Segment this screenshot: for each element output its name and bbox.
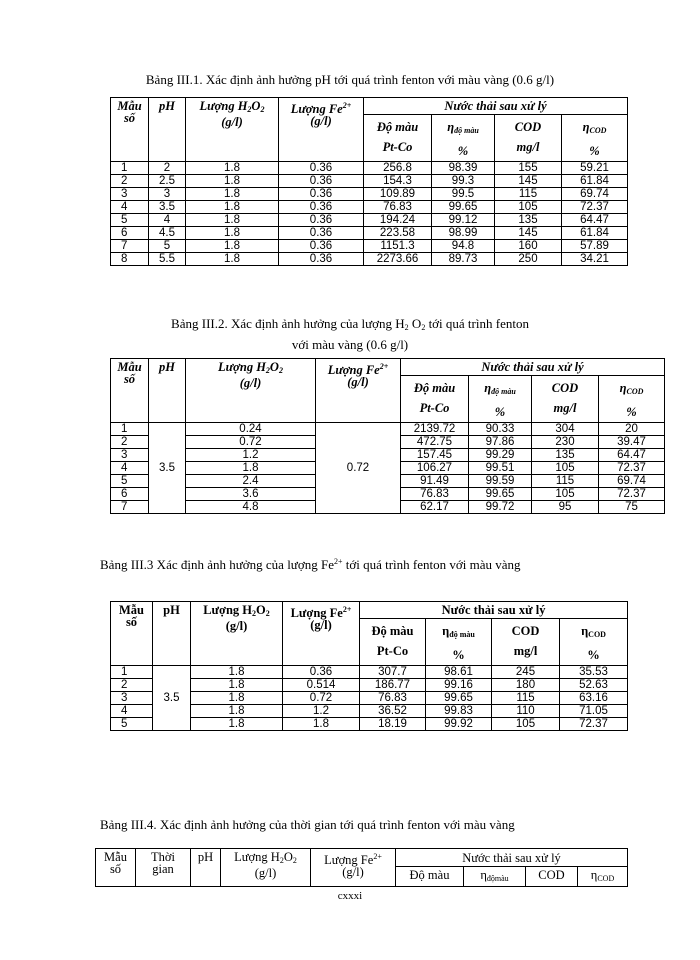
table-cell: 4.5 [149,227,186,240]
t4-header-sample: Mẫu số [96,849,136,887]
table-cell: 1.8 [186,162,279,175]
table-cell: 0.36 [279,201,364,214]
table-cell: 1.8 [186,214,279,227]
header-ph: pH [149,98,186,162]
t3-header-h2o2: Lượng $H_2O_2$ (g/l) [191,602,283,666]
table-cell: 115 [492,692,560,705]
table-cell: 472.75 [401,436,469,449]
table-cell: 64.47 [562,214,628,227]
table-cell: 99.29 [469,449,532,462]
header-color: Độ màu Pt-Co [364,115,432,162]
table-cell: 0.72 [283,692,360,705]
t2-header-wastewater: Nước thải sau xử lý [401,359,665,376]
table-cell: 99.83 [426,705,492,718]
table-cell: 135 [532,449,599,462]
table-row [111,201,628,214]
table-cell: 5 [149,240,186,253]
table-cell: 2.4 [186,475,316,488]
table-cell: 155 [495,162,562,175]
table-cell: 99.51 [469,462,532,475]
table-cell: 3 [111,188,149,201]
table-cell: 61.84 [562,175,628,188]
table-cell: 99.12 [432,214,495,227]
t4-header-ph: pH [191,849,221,887]
table-cell: 304 [532,423,599,436]
table-cell: 5 [111,718,153,731]
table-cell: 105 [532,462,599,475]
t4-header-color: Độ màu [396,867,464,887]
table-cell: 62.17 [401,501,469,514]
table-cell: 2273.66 [364,253,432,266]
table-cell: 94.8 [432,240,495,253]
t2-header-h2o2: Lượng $H_2O_2$ (g/l) [186,359,316,423]
table-cell: 95 [532,501,599,514]
table-cell: 34.21 [562,253,628,266]
table-cell: 0.36 [279,162,364,175]
table-cell: 1 [111,423,149,436]
table4-time-effect [95,848,628,887]
table-cell: 4 [111,705,153,718]
table-cell: 160 [495,240,562,253]
table-cell: 1.8 [191,666,283,679]
table-cell: 0.72 [186,436,316,449]
t2-header-color: Độ màu Pt-Co [401,376,469,423]
table-cell: 39.47 [599,436,665,449]
table-cell: 99.65 [469,488,532,501]
table-cell: 61.84 [562,227,628,240]
table-cell: 76.83 [364,201,432,214]
t4-header-wastewater: Nước thải sau xử lý [396,849,628,867]
table3-caption: Bảng III.3 Xác định ảnh hưởng của lượng $Fe^{2+}$ tới quá trình fenton với màu vàng [100,557,521,572]
table-cell: 2 [111,436,149,449]
table-cell: 0.36 [283,666,360,679]
table-cell: 99.92 [426,718,492,731]
table-cell: 1.2 [186,449,316,462]
t2-header-eta-cod: $\eta_{COD}$ % [599,376,665,423]
table-row [111,214,628,227]
table3-fe-effect [110,601,628,731]
table-cell: 0.36 [279,214,364,227]
t2-header-cod: COD mg/l [532,376,599,423]
t4-header-eta-cod: $\eta_{COD}$ [578,867,628,887]
table-cell: 6 [111,488,149,501]
t4-header-eta-color: $\eta_{độmàu}$ [464,867,526,887]
page-number: cxxxi [337,890,363,902]
table-cell: 5 [111,214,149,227]
t2-header-eta-color: $\eta_{độ màu}$ % [469,376,532,423]
table-cell: 2139.72 [401,423,469,436]
table-cell: 3.5 [149,423,186,514]
table-cell: 223.58 [364,227,432,240]
table2-h2o2-effect [110,358,665,514]
table-row [111,175,628,188]
t3-header-fe: Lượng $Fe^{2+}$ (g/l) [283,602,360,666]
table-cell: 63.16 [560,692,628,705]
table-cell: 90.33 [469,423,532,436]
table-cell: 1.8 [191,679,283,692]
t2-header-ph: pH [149,359,186,423]
table-cell: 3 [111,449,149,462]
table-row [111,227,628,240]
table-cell: 4.8 [186,501,316,514]
table-cell: 0.36 [279,175,364,188]
table-cell: 4 [111,462,149,475]
table-cell: 99.5 [432,188,495,201]
table-cell: 1.8 [186,253,279,266]
table-cell: 91.49 [401,475,469,488]
table2-caption: Bảng III.2. Xác định ảnh hưởng của lượng $H_2$ $O_2$ tới quá trình fenton [171,316,529,332]
table-cell: 1.8 [191,705,283,718]
table-cell: 256.8 [364,162,432,175]
table-cell: 2 [111,679,153,692]
table-cell: 7 [111,501,149,514]
table-cell: 99.59 [469,475,532,488]
table-cell: 0.36 [279,253,364,266]
table-cell: 98.99 [432,227,495,240]
table-cell: 3.5 [149,201,186,214]
table-cell: 35.53 [560,666,628,679]
table-cell: 0.36 [279,240,364,253]
table-cell: 1.8 [186,175,279,188]
table2-caption-line2: với màu vàng (0.6 g/l) [291,337,409,352]
t3-header-color: Độ màu Pt-Co [360,619,426,666]
table-cell: 250 [495,253,562,266]
table-cell: 75 [599,501,665,514]
table-cell: 72.37 [599,488,665,501]
t3-header-cod: COD mg/l [492,619,560,666]
table-cell: 1.8 [186,188,279,201]
table-cell: 76.83 [360,692,426,705]
table-cell: 4 [111,201,149,214]
table-cell: 72.37 [562,201,628,214]
table-cell: 98.39 [432,162,495,175]
table-cell: 36.52 [360,705,426,718]
table-cell: 59.21 [562,162,628,175]
table-cell: 69.74 [599,475,665,488]
table3-body [111,666,628,731]
table-cell: 106.27 [401,462,469,475]
table-cell: 1.8 [191,718,283,731]
table-cell: 57.89 [562,240,628,253]
table-cell: 99.65 [426,692,492,705]
table-cell: 99.65 [432,201,495,214]
table-cell: 8 [111,253,149,266]
table-cell: 76.83 [401,488,469,501]
table-cell: 52.63 [560,679,628,692]
table-cell: 186.77 [360,679,426,692]
table-cell: 18.19 [360,718,426,731]
table-cell: 245 [492,666,560,679]
table-cell: 180 [492,679,560,692]
table-cell: 69.74 [562,188,628,201]
table-cell: 154.3 [364,175,432,188]
table-cell: 1.8 [186,227,279,240]
table-cell: 105 [492,718,560,731]
table-cell: 71.05 [560,705,628,718]
header-wastewater: Nước thải sau xử lý [364,98,628,115]
table-cell: 99.3 [432,175,495,188]
table-cell: 72.37 [599,462,665,475]
table-cell: 1.8 [186,240,279,253]
table-row [111,240,628,253]
table-cell: 3 [111,692,153,705]
t3-header-ph: pH [153,602,191,666]
t4-header-fe: Lượng $Fe^{2+}$ (g/l) [311,849,396,887]
table-cell: 1.8 [283,718,360,731]
table-cell: 0.36 [279,227,364,240]
table2-body [111,423,665,514]
table-cell: 5.5 [149,253,186,266]
table-cell: 72.37 [560,718,628,731]
table-row [111,162,628,175]
table-cell: 1 [111,162,149,175]
table-cell: 0.24 [186,423,316,436]
table-cell: 1.8 [186,462,316,475]
table-cell: 99.16 [426,679,492,692]
table-cell: 7 [111,240,149,253]
table-cell: 2 [149,162,186,175]
table-cell: 4 [149,214,186,227]
t3-header-eta-cod: $\eta_{COD}$ % [560,619,628,666]
table-cell: 99.72 [469,501,532,514]
t4-header-h2o2: Lượng $H_2O_2$ (g/l) [221,849,311,887]
table-cell: 1151.3 [364,240,432,253]
table-cell: 6 [111,227,149,240]
table-row [111,666,628,679]
table1-body [111,162,628,266]
table-cell: 97.86 [469,436,532,449]
table-row [111,253,628,266]
table-cell: 1.8 [191,692,283,705]
header-sample: Mẫu số [111,98,149,162]
table-cell: 115 [532,475,599,488]
table-cell: 194.24 [364,214,432,227]
table-cell: 3.5 [153,666,191,731]
table4-caption: Bảng III.4. Xác định ảnh hưởng của thời gian tới quá trình fenton với màu vàng [100,817,515,832]
header-h2o2: Lượng $H_2O_2$ (g/l) [186,98,279,162]
table-cell: 110 [492,705,560,718]
table-cell: 0.36 [279,188,364,201]
table-cell: 64.47 [599,449,665,462]
table-row [111,188,628,201]
header-eta-cod: $\eta_{COD}$ % [562,115,628,162]
table-cell: 89.73 [432,253,495,266]
t3-header-wastewater: Nước thải sau xử lý [360,602,628,619]
t2-header-fe: Lượng $Fe^{2+}$ (g/l) [316,359,401,423]
table-cell: 0.72 [316,423,401,514]
table-cell: 1 [111,666,153,679]
table-row [111,423,665,436]
table-cell: 145 [495,175,562,188]
header-eta-color: $\eta_{độ màu}$ % [432,115,495,162]
table-cell: 20 [599,423,665,436]
table-cell: 145 [495,227,562,240]
header-cod: COD mg/l [495,115,562,162]
table-cell: 157.45 [401,449,469,462]
table1-caption: Bảng III.1. Xác định ảnh hưởng pH tới quá trình fenton với màu vàng (0.6 g/l) [145,72,555,87]
t3-header-eta-color: $\eta_{độ màu}$ % [426,619,492,666]
table-cell: 135 [495,214,562,227]
table-cell: 230 [532,436,599,449]
table-cell: 1.8 [186,201,279,214]
t3-header-sample: Mẫu số [111,602,153,666]
table-cell: 1.2 [283,705,360,718]
table1-ph-effect [110,97,628,266]
table-cell: 105 [532,488,599,501]
table-cell: 307.7 [360,666,426,679]
header-fe: Lượng $Fe^{2+}$ (g/l) [279,98,364,162]
table-cell: 0.514 [283,679,360,692]
table-cell: 105 [495,201,562,214]
t4-header-cod: COD [526,867,578,887]
table-cell: 3.6 [186,488,316,501]
table-cell: 115 [495,188,562,201]
t4-header-time: Thời gian [136,849,191,887]
table-cell: 5 [111,475,149,488]
t2-header-sample: Mẫu số [111,359,149,423]
table-cell: 98.61 [426,666,492,679]
table-cell: 2.5 [149,175,186,188]
table-cell: 2 [111,175,149,188]
table-cell: 109.89 [364,188,432,201]
table-cell: 3 [149,188,186,201]
